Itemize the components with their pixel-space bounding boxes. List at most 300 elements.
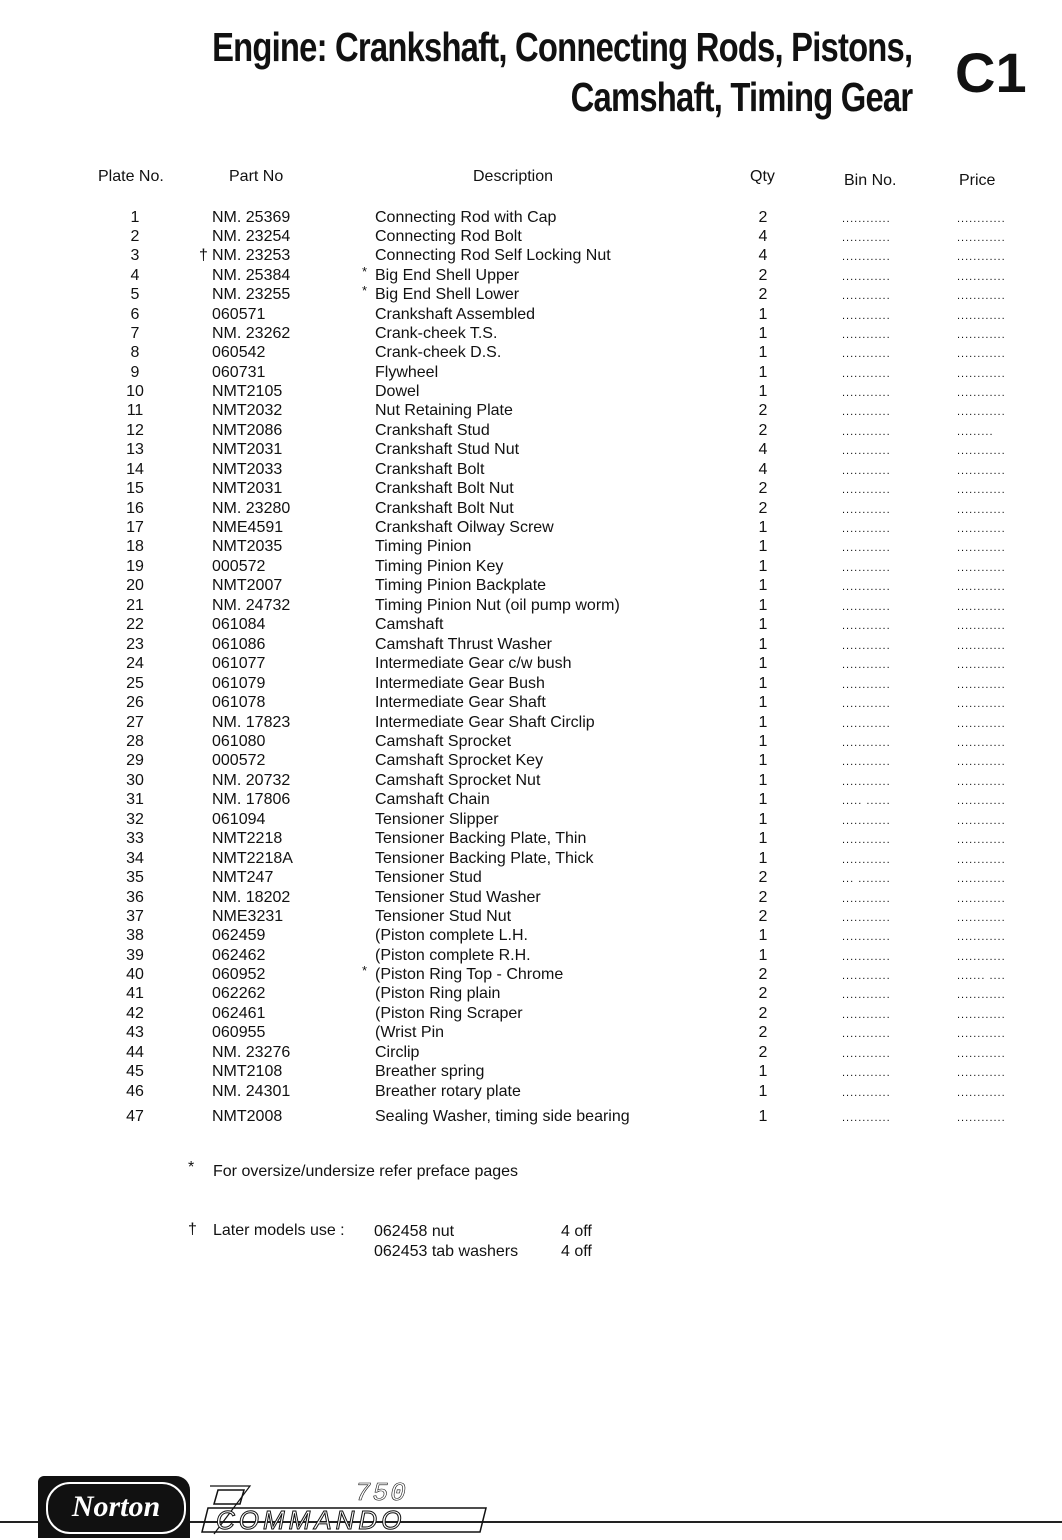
part-number: 000572 xyxy=(212,558,266,575)
part-number: NM. 25369 xyxy=(212,209,291,226)
price-field: ............ xyxy=(957,581,1006,593)
bin-number-field: ............ xyxy=(842,1028,891,1040)
quantity: 4 xyxy=(758,228,768,245)
description: (Piston complete L.H. xyxy=(375,927,528,944)
price-field: ............ xyxy=(957,504,1006,516)
quantity: 1 xyxy=(758,1083,768,1100)
part-number: NM. 23280 xyxy=(212,500,291,517)
bin-number-field: ............ xyxy=(842,251,891,263)
bin-number-field: ............ xyxy=(842,1067,891,1079)
quantity: 2 xyxy=(758,422,768,439)
quantity: 1 xyxy=(758,850,768,867)
plate-number: 18 xyxy=(126,538,144,555)
quantity: 1 xyxy=(758,772,768,789)
table-row xyxy=(0,850,1062,870)
quantity: 1 xyxy=(758,694,768,711)
price-field: ............ xyxy=(957,310,1006,322)
quantity: 1 xyxy=(758,597,768,614)
price-field: ............ xyxy=(957,523,1006,535)
price-field: ............ xyxy=(957,776,1006,788)
note-item-qty: 4 off xyxy=(561,1243,592,1260)
quantity: 1 xyxy=(758,714,768,731)
description: Crankshaft Stud Nut xyxy=(375,441,520,458)
table-row xyxy=(0,1005,1062,1025)
asterisk-mark: * xyxy=(362,963,368,978)
plate-number: 37 xyxy=(126,908,144,925)
quantity: 1 xyxy=(758,947,768,964)
price-field: ............ xyxy=(957,1087,1006,1099)
table-row xyxy=(0,364,1062,384)
description: Flywheel xyxy=(375,364,439,381)
table-row xyxy=(0,325,1062,345)
bin-number-field: ............ xyxy=(842,737,891,749)
part-number: NMT2086 xyxy=(212,422,283,439)
description: Timing Pinion Backplate xyxy=(375,577,547,594)
quantity: 1 xyxy=(758,344,768,361)
price-field: ............ xyxy=(957,329,1006,341)
plate-number: 9 xyxy=(130,364,140,381)
table-row xyxy=(0,655,1062,675)
bin-number-field: ............ xyxy=(842,232,891,244)
plate-number: 25 xyxy=(126,675,144,692)
star-note: For oversize/undersize refer preface pages xyxy=(213,1163,519,1180)
description: Intermediate Gear Bush xyxy=(375,675,545,692)
price-field: ............ xyxy=(957,290,1006,302)
part-number: NM. 18202 xyxy=(212,889,291,906)
description: Connecting Rod with Cap xyxy=(375,209,557,226)
part-number: NMT2031 xyxy=(212,441,283,458)
quantity: 1 xyxy=(758,364,768,381)
price-field: ............ xyxy=(957,718,1006,730)
price-field: ............ xyxy=(957,368,1006,380)
part-number: 062459 xyxy=(212,927,266,944)
description: Timing Pinion Key xyxy=(375,558,504,575)
description: Connecting Rod Self Locking Nut xyxy=(375,247,611,264)
price-field: ............ xyxy=(957,737,1006,749)
bin-number-field: ............ xyxy=(842,698,891,710)
quantity: 2 xyxy=(758,966,768,983)
quantity: 1 xyxy=(758,538,768,555)
page-title xyxy=(212,22,912,122)
bin-number-field: ............ xyxy=(842,310,891,322)
quantity: 2 xyxy=(758,1024,768,1041)
quantity: 2 xyxy=(758,267,768,284)
price-field: ............ xyxy=(957,873,1006,885)
table-row xyxy=(0,927,1062,947)
plate-number: 21 xyxy=(126,597,144,614)
bin-number-field: ............ xyxy=(842,989,891,1001)
table-row xyxy=(0,402,1062,422)
part-number: 061077 xyxy=(212,655,266,672)
plate-number: 22 xyxy=(126,616,144,633)
bin-number-field: ............ xyxy=(842,523,891,535)
plate-number: 42 xyxy=(126,1005,144,1022)
plate-number: 20 xyxy=(126,577,144,594)
description: Breather rotary plate xyxy=(375,1083,521,1100)
bin-number-field: ............ xyxy=(842,542,891,554)
part-number: 062462 xyxy=(212,947,266,964)
price-field: ............ xyxy=(957,893,1006,905)
norton-logo xyxy=(38,1476,190,1538)
table-row xyxy=(0,675,1062,695)
plate-number: 11 xyxy=(126,402,144,419)
part-number: NM. 20732 xyxy=(212,772,291,789)
description: Tensioner Backing Plate, Thin xyxy=(375,830,587,847)
price-field: ............ xyxy=(957,271,1006,283)
title-line-2: Camshaft, Timing Gear xyxy=(570,74,912,120)
price-field: ............ xyxy=(957,854,1006,866)
quantity: 2 xyxy=(758,480,768,497)
table-row xyxy=(0,283,1062,306)
description: (Piston Ring plain xyxy=(375,985,501,1002)
price-field: ....... .... xyxy=(957,970,1006,982)
quantity: 1 xyxy=(758,383,768,400)
plate-number: 36 xyxy=(126,889,144,906)
quantity: 2 xyxy=(758,985,768,1002)
table-row xyxy=(0,422,1062,442)
bin-number-field: ............ xyxy=(842,679,891,691)
part-number: NM. 17823 xyxy=(212,714,291,731)
plate-number: 28 xyxy=(126,733,144,750)
quantity: 1 xyxy=(758,1108,768,1125)
bin-number-field: ............ xyxy=(842,465,891,477)
note-item-part: 062458 nut xyxy=(374,1223,455,1240)
plate-number: 31 xyxy=(126,791,144,808)
bin-number-field: ............ xyxy=(842,893,891,905)
table-row xyxy=(0,558,1062,578)
plate-number: 46 xyxy=(126,1083,144,1100)
table-row xyxy=(0,264,1062,287)
part-number: NMT2218 xyxy=(212,830,283,847)
table-row xyxy=(0,889,1062,909)
price-field: ............ xyxy=(957,445,1006,457)
plate-number: 23 xyxy=(126,636,144,653)
header-part: Part No xyxy=(229,168,284,185)
quantity: 4 xyxy=(758,247,768,264)
table-row xyxy=(0,209,1062,229)
price-field: ............ xyxy=(957,213,1006,225)
part-number: NMT2033 xyxy=(212,461,283,478)
bin-number-field: ............ xyxy=(842,776,891,788)
plate-number: 29 xyxy=(126,752,144,769)
table-row xyxy=(0,247,1062,267)
description: Connecting Rod Bolt xyxy=(375,228,522,245)
quantity: 4 xyxy=(758,441,768,458)
part-number: 000572 xyxy=(212,752,266,769)
quantity: 1 xyxy=(758,927,768,944)
table-row xyxy=(0,228,1062,248)
bin-number-field: ............ xyxy=(842,951,891,963)
price-field: ............ xyxy=(957,1048,1006,1060)
part-number: 061079 xyxy=(212,675,266,692)
price-field: ............ xyxy=(957,1112,1006,1124)
description: Tensioner Stud Washer xyxy=(375,889,541,906)
table-row xyxy=(0,772,1062,792)
plate-number: 15 xyxy=(126,480,144,497)
table-row xyxy=(0,791,1062,811)
quantity: 1 xyxy=(758,655,768,672)
note-item-part: 062453 tab washers xyxy=(374,1243,519,1260)
price-field: ............ xyxy=(957,232,1006,244)
bin-number-field: ............ xyxy=(842,970,891,982)
price-field: ............ xyxy=(957,795,1006,807)
part-number: 060731 xyxy=(212,364,266,381)
bin-number-field: ............ xyxy=(842,854,891,866)
description: (Piston Ring Top - Chrome xyxy=(375,966,564,983)
description: Intermediate Gear Shaft Circlip xyxy=(375,714,595,731)
table-row xyxy=(0,500,1062,520)
table-row xyxy=(0,1024,1062,1044)
note-item-qty: 4 off xyxy=(561,1223,592,1240)
plate-number: 32 xyxy=(126,811,144,828)
price-field: ............ xyxy=(957,251,1006,263)
plate-number: 44 xyxy=(126,1044,144,1061)
description: Timing Pinion xyxy=(375,538,472,555)
description: Crankshaft Oilway Screw xyxy=(375,519,554,536)
bin-number-field: ............ xyxy=(842,348,891,360)
part-number: NM. 23276 xyxy=(212,1044,291,1061)
description: Camshaft Chain xyxy=(375,791,490,808)
bin-number-field: ............ xyxy=(842,484,891,496)
quantity: 2 xyxy=(758,500,768,517)
part-number: NM. 24301 xyxy=(212,1083,291,1100)
table-row xyxy=(0,733,1062,753)
part-number: 061078 xyxy=(212,694,266,711)
price-field: ............ xyxy=(957,815,1006,827)
part-number: 062262 xyxy=(212,985,266,1002)
description: Big End Shell Lower xyxy=(375,286,520,303)
price-field: ............ xyxy=(957,679,1006,691)
header-plate: Plate No. xyxy=(98,168,164,185)
price-field: ............ xyxy=(957,484,1006,496)
plate-number: 7 xyxy=(130,325,140,342)
bin-number-field: ............ xyxy=(842,445,891,457)
part-number: 060955 xyxy=(212,1024,266,1041)
plate-number: 30 xyxy=(126,772,144,789)
description: Sealing Washer, timing side bearing xyxy=(375,1108,630,1125)
bin-number-field: ............ xyxy=(842,620,891,632)
description: Crank-cheek T.S. xyxy=(375,325,498,342)
asterisk-mark: * xyxy=(362,264,368,279)
asterisk-mark: * xyxy=(362,283,368,298)
quantity: 2 xyxy=(758,889,768,906)
bin-number-field: ............ xyxy=(842,271,891,283)
bin-number-field: ............ xyxy=(842,640,891,652)
part-number: NM. 24732 xyxy=(212,597,291,614)
table-row xyxy=(0,461,1062,481)
plate-number: 10 xyxy=(126,383,144,400)
table-row xyxy=(0,577,1062,597)
table-row xyxy=(0,636,1062,656)
bin-number-field: ............ xyxy=(842,659,891,671)
part-number: NMT2008 xyxy=(212,1108,283,1125)
description: Circlip xyxy=(375,1044,420,1061)
price-field: ............ xyxy=(957,1028,1006,1040)
table-row xyxy=(0,344,1062,364)
part-number: NM. 23262 xyxy=(212,325,291,342)
bin-number-field: ............ xyxy=(842,1048,891,1060)
description: Camshaft Sprocket xyxy=(375,733,512,750)
quantity: 1 xyxy=(758,791,768,808)
price-field: ............ xyxy=(957,348,1006,360)
description: Crankshaft Bolt xyxy=(375,461,485,478)
part-number: NM. 23255 xyxy=(212,286,291,303)
quantity: 1 xyxy=(758,636,768,653)
bin-number-field: ............ xyxy=(842,931,891,943)
quantity: 2 xyxy=(758,1044,768,1061)
part-number: NME3231 xyxy=(212,908,284,925)
plate-number: 3 xyxy=(130,247,140,264)
price-field: ............ xyxy=(957,756,1006,768)
bin-number-field: ............ xyxy=(842,1087,891,1099)
price-field: ............ xyxy=(957,951,1006,963)
description: Tensioner Slipper xyxy=(375,811,499,828)
price-field: ............ xyxy=(957,562,1006,574)
description: Tensioner Backing Plate, Thick xyxy=(375,850,594,867)
header-bin: Bin No. xyxy=(844,172,897,189)
plate-number: 17 xyxy=(126,519,144,536)
part-number: NMT247 xyxy=(212,869,274,886)
part-number: NMT2007 xyxy=(212,577,283,594)
price-field: ............ xyxy=(957,406,1006,418)
part-number: 061080 xyxy=(212,733,266,750)
plate-number: 6 xyxy=(130,306,140,323)
price-field: ............ xyxy=(957,620,1006,632)
table-row xyxy=(0,963,1062,986)
model-name: COMMANDO xyxy=(216,1505,406,1535)
price-field: ......... xyxy=(957,426,994,438)
description: Camshaft Sprocket Key xyxy=(375,752,544,769)
bin-number-field: ..... ...... xyxy=(842,795,891,807)
part-number: NM. 23254 xyxy=(212,228,291,245)
description: Breather spring xyxy=(375,1063,485,1080)
quantity: 1 xyxy=(758,811,768,828)
price-field: ............ xyxy=(957,1009,1006,1021)
price-field: ............ xyxy=(957,1067,1006,1079)
price-field: ............ xyxy=(957,912,1006,924)
dagger-mark: † xyxy=(199,247,208,264)
part-number: NMT2035 xyxy=(212,538,283,555)
description: Crankshaft Stud xyxy=(375,422,490,439)
part-number: NM. 17806 xyxy=(212,791,291,808)
norton-logo-text: Norton xyxy=(46,1482,186,1534)
plate-number: 14 xyxy=(126,461,144,478)
plate-number: 26 xyxy=(126,694,144,711)
description: (Piston complete R.H. xyxy=(375,947,531,964)
table-row xyxy=(0,1044,1062,1064)
part-number: 061086 xyxy=(212,636,266,653)
quantity: 1 xyxy=(758,306,768,323)
star-symbol: * xyxy=(188,1159,195,1176)
part-number: NMT2218A xyxy=(212,850,293,867)
table-row xyxy=(0,1108,1062,1128)
bin-number-field: ............ xyxy=(842,213,891,225)
table-row xyxy=(0,985,1062,1005)
description: Nut Retaining Plate xyxy=(375,402,513,419)
quantity: 1 xyxy=(758,830,768,847)
quantity: 2 xyxy=(758,1005,768,1022)
table-row xyxy=(0,538,1062,558)
quantity: 2 xyxy=(758,209,768,226)
quantity: 4 xyxy=(758,461,768,478)
bin-number-field: ............ xyxy=(842,504,891,516)
section-code: C1 xyxy=(955,41,1027,104)
plate-number: 1 xyxy=(130,209,140,226)
description: Crank-cheek D.S. xyxy=(375,344,502,361)
quantity: 2 xyxy=(758,402,768,419)
bin-number-field: ............ xyxy=(842,290,891,302)
part-number: NME4591 xyxy=(212,519,284,536)
description: Tensioner Stud Nut xyxy=(375,908,512,925)
part-number: NM. 23253 xyxy=(212,247,291,264)
header-price: Price xyxy=(959,172,996,189)
plate-number: 12 xyxy=(126,422,144,439)
description: (Wrist Pin xyxy=(375,1024,445,1041)
part-number: NMT2031 xyxy=(212,480,283,497)
part-number: NM. 25384 xyxy=(212,267,291,284)
description: Camshaft xyxy=(375,616,444,633)
description: Camshaft Sprocket Nut xyxy=(375,772,541,789)
dagger-symbol: † xyxy=(188,1221,197,1238)
plate-number: 47 xyxy=(126,1108,144,1125)
bin-number-field: ............ xyxy=(842,912,891,924)
price-field: ............ xyxy=(957,834,1006,846)
part-number: NMT2032 xyxy=(212,402,283,419)
table-row xyxy=(0,694,1062,714)
description: Crankshaft Assembled xyxy=(375,306,536,323)
bin-number-field: ............ xyxy=(842,815,891,827)
description: Intermediate Gear c/w bush xyxy=(375,655,572,672)
description: Tensioner Stud xyxy=(375,869,482,886)
table-row xyxy=(0,714,1062,734)
plate-number: 13 xyxy=(126,441,144,458)
plate-number: 19 xyxy=(126,558,144,575)
price-field: ............ xyxy=(957,601,1006,613)
table-row xyxy=(0,1063,1062,1083)
quantity: 1 xyxy=(758,733,768,750)
bin-number-field: ... ........ xyxy=(842,873,891,885)
bin-number-field: ............ xyxy=(842,562,891,574)
quantity: 1 xyxy=(758,752,768,769)
part-number: 061094 xyxy=(212,811,266,828)
description: Crankshaft Bolt Nut xyxy=(375,500,514,517)
plate-number: 34 xyxy=(126,850,144,867)
quantity: 1 xyxy=(758,1063,768,1080)
header-qty: Qty xyxy=(750,168,775,185)
plate-number: 35 xyxy=(126,869,144,886)
bin-number-field: ............ xyxy=(842,368,891,380)
quantity: 1 xyxy=(758,519,768,536)
price-field: ............ xyxy=(957,698,1006,710)
bin-number-field: ............ xyxy=(842,1112,891,1124)
title-line-1: Engine: Crankshaft, Connecting Rods, Pistons, xyxy=(211,24,912,70)
table-row xyxy=(0,597,1062,617)
table-row xyxy=(0,830,1062,850)
table-row xyxy=(0,869,1062,889)
quantity: 2 xyxy=(758,908,768,925)
table-row xyxy=(0,752,1062,772)
bin-number-field: ............ xyxy=(842,329,891,341)
bin-number-field: ............ xyxy=(842,406,891,418)
part-number: 062461 xyxy=(212,1005,266,1022)
dagger-note: Later models use : xyxy=(213,1222,345,1239)
part-number: 060542 xyxy=(212,344,266,361)
description: (Piston Ring Scraper xyxy=(375,1005,523,1022)
part-number: 060571 xyxy=(212,306,266,323)
bin-number-field: ............ xyxy=(842,1009,891,1021)
price-field: ............ xyxy=(957,387,1006,399)
plate-number: 5 xyxy=(130,286,140,303)
